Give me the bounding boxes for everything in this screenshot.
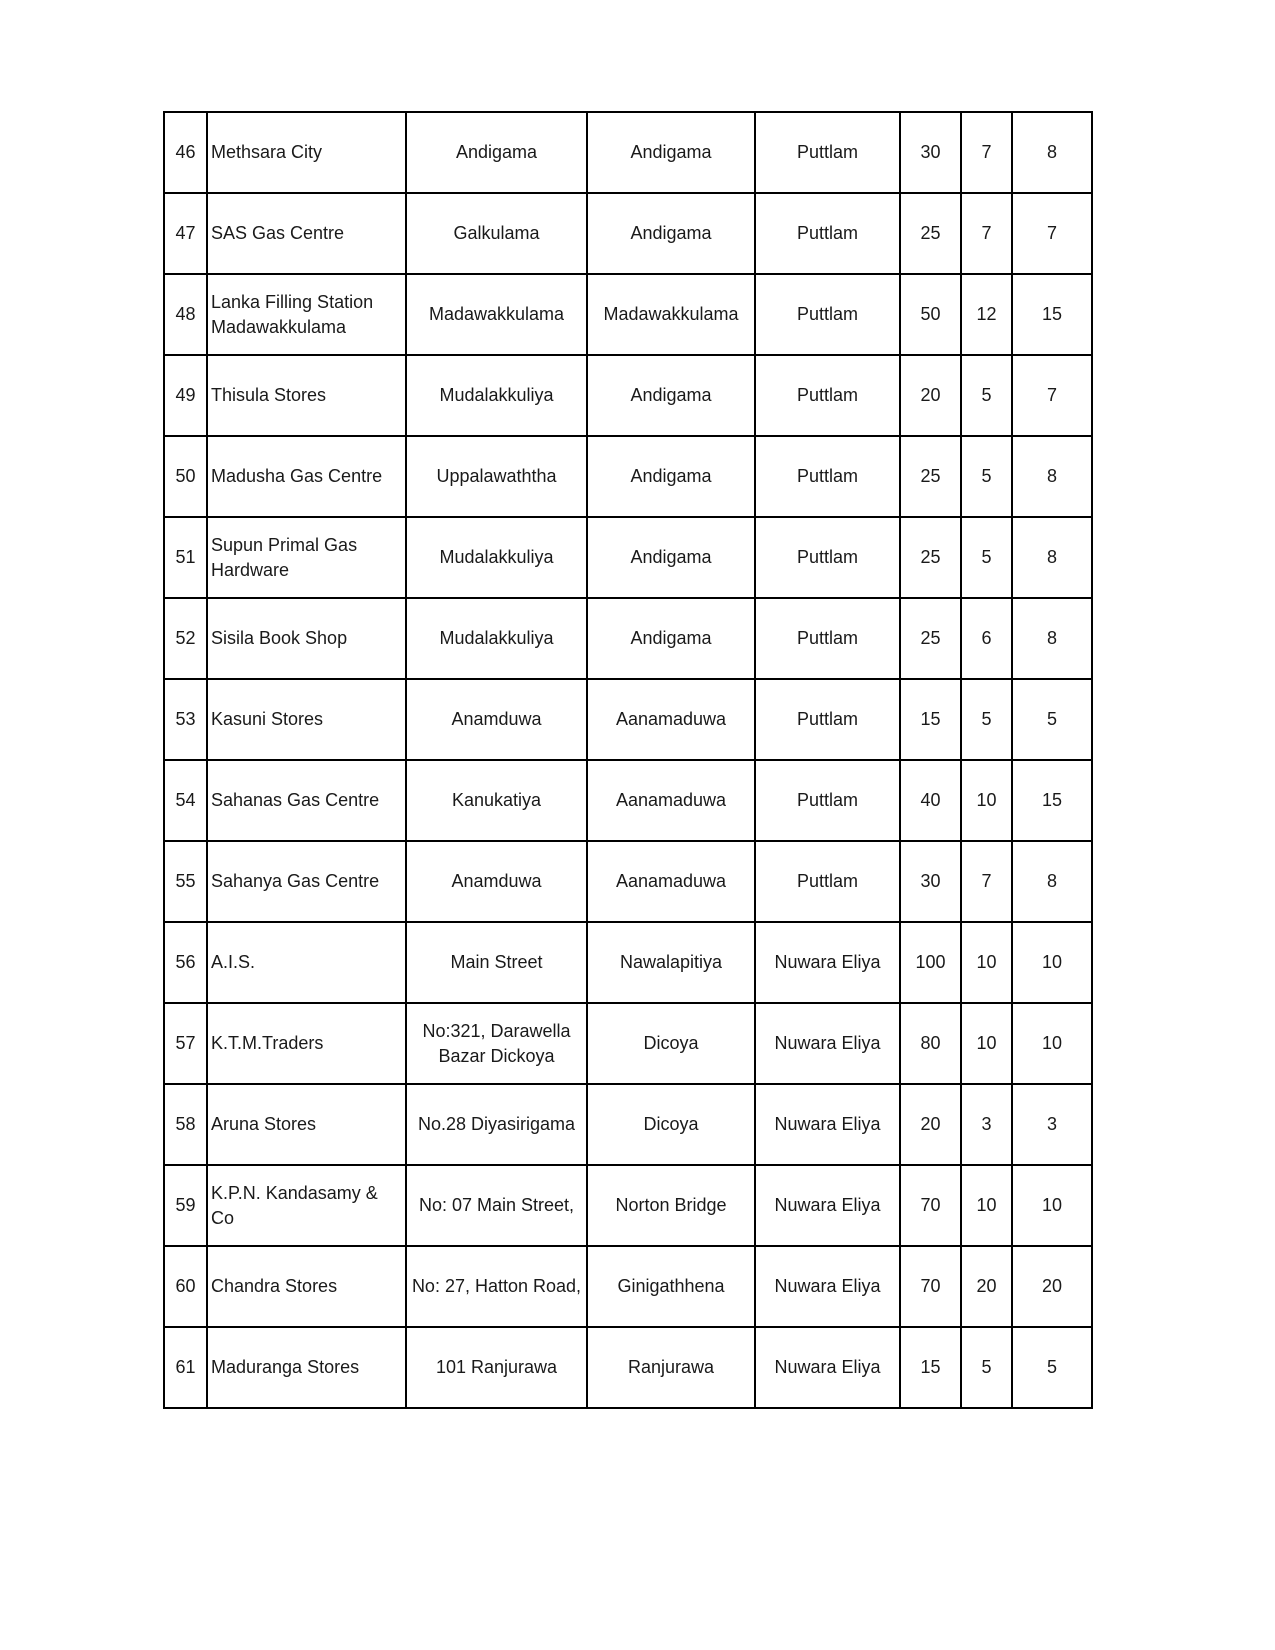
dealer-address: Mudalakkuliya — [406, 598, 587, 679]
value-col-2: 3 — [961, 1084, 1012, 1165]
table-body — [164, 112, 1092, 1408]
row-number: 52 — [164, 598, 207, 679]
row-number: 59 — [164, 1165, 207, 1246]
value-col-3: 3 — [1012, 1084, 1092, 1165]
row-number: 53 — [164, 679, 207, 760]
dealer-district: Nuwara Eliya — [755, 922, 900, 1003]
row-number: 51 — [164, 517, 207, 598]
value-col-1: 50 — [900, 274, 961, 355]
table-row — [164, 1327, 1092, 1408]
dealer-district: Nuwara Eliya — [755, 1084, 900, 1165]
dealer-name: K.T.M.Traders — [207, 1003, 406, 1084]
table-row — [164, 1246, 1092, 1327]
value-col-2: 12 — [961, 274, 1012, 355]
value-col-2: 10 — [961, 922, 1012, 1003]
dealer-area: Andigama — [587, 598, 755, 679]
table-row — [164, 760, 1092, 841]
value-col-1: 25 — [900, 436, 961, 517]
value-col-2: 5 — [961, 679, 1012, 760]
dealer-address: Main Street — [406, 922, 587, 1003]
value-col-2: 5 — [961, 517, 1012, 598]
dealer-district: Puttlam — [755, 436, 900, 517]
dealer-district: Puttlam — [755, 274, 900, 355]
row-number: 57 — [164, 1003, 207, 1084]
dealer-district: Puttlam — [755, 679, 900, 760]
row-number: 47 — [164, 193, 207, 274]
value-col-2: 7 — [961, 193, 1012, 274]
dealer-district: Nuwara Eliya — [755, 1003, 900, 1084]
dealer-address: No: 07 Main Street, — [406, 1165, 587, 1246]
value-col-1: 15 — [900, 679, 961, 760]
row-number: 56 — [164, 922, 207, 1003]
row-number: 61 — [164, 1327, 207, 1408]
value-col-3: 15 — [1012, 274, 1092, 355]
dealer-name: Sahanas Gas Centre — [207, 760, 406, 841]
value-col-2: 6 — [961, 598, 1012, 679]
dealer-name: Methsara City — [207, 112, 406, 193]
table-row — [164, 274, 1092, 355]
row-number: 48 — [164, 274, 207, 355]
dealer-name: Chandra Stores — [207, 1246, 406, 1327]
value-col-3: 15 — [1012, 760, 1092, 841]
dealer-area: Andigama — [587, 436, 755, 517]
value-col-2: 10 — [961, 760, 1012, 841]
row-number: 55 — [164, 841, 207, 922]
dealer-name: SAS Gas Centre — [207, 193, 406, 274]
value-col-3: 8 — [1012, 841, 1092, 922]
dealer-name: Madusha Gas Centre — [207, 436, 406, 517]
dealer-district: Puttlam — [755, 355, 900, 436]
dealer-address: Galkulama — [406, 193, 587, 274]
table-row — [164, 598, 1092, 679]
dealer-address: Anamduwa — [406, 679, 587, 760]
value-col-3: 5 — [1012, 1327, 1092, 1408]
dealer-area: Madawakkulama — [587, 274, 755, 355]
value-col-2: 5 — [961, 1327, 1012, 1408]
dealer-district: Puttlam — [755, 112, 900, 193]
value-col-1: 30 — [900, 841, 961, 922]
table-row — [164, 1003, 1092, 1084]
table-row — [164, 1165, 1092, 1246]
dealer-area: Andigama — [587, 112, 755, 193]
dealer-name: Lanka Filling Station Madawakkulama — [207, 274, 406, 355]
value-col-3: 7 — [1012, 355, 1092, 436]
dealer-address: Madawakkulama — [406, 274, 587, 355]
dealer-district: Nuwara Eliya — [755, 1165, 900, 1246]
dealer-address: No:321, Darawella Bazar Dickoya — [406, 1003, 587, 1084]
value-col-3: 8 — [1012, 517, 1092, 598]
table-row — [164, 112, 1092, 193]
table-row — [164, 679, 1092, 760]
dealer-address: Uppalawaththa — [406, 436, 587, 517]
value-col-1: 40 — [900, 760, 961, 841]
row-number: 60 — [164, 1246, 207, 1327]
dealer-address: No: 27, Hatton Road, — [406, 1246, 587, 1327]
dealer-address: No.28 Diyasirigama — [406, 1084, 587, 1165]
dealer-address: Kanukatiya — [406, 760, 587, 841]
dealer-area: Dicoya — [587, 1003, 755, 1084]
dealer-name: Thisula Stores — [207, 355, 406, 436]
value-col-1: 70 — [900, 1165, 961, 1246]
row-number: 54 — [164, 760, 207, 841]
row-number: 49 — [164, 355, 207, 436]
value-col-1: 15 — [900, 1327, 961, 1408]
value-col-2: 5 — [961, 436, 1012, 517]
dealer-area: Dicoya — [587, 1084, 755, 1165]
value-col-1: 30 — [900, 112, 961, 193]
value-col-3: 5 — [1012, 679, 1092, 760]
value-col-2: 10 — [961, 1003, 1012, 1084]
value-col-3: 8 — [1012, 112, 1092, 193]
dealer-district: Puttlam — [755, 760, 900, 841]
dealer-name: A.I.S. — [207, 922, 406, 1003]
dealer-district: Nuwara Eliya — [755, 1327, 900, 1408]
dealer-area: Ginigathhena — [587, 1246, 755, 1327]
table-row — [164, 922, 1092, 1003]
value-col-2: 10 — [961, 1165, 1012, 1246]
value-col-3: 8 — [1012, 598, 1092, 679]
dealer-district: Nuwara Eliya — [755, 1246, 900, 1327]
dealer-area: Andigama — [587, 517, 755, 598]
value-col-3: 8 — [1012, 436, 1092, 517]
dealer-area: Aanamaduwa — [587, 679, 755, 760]
value-col-2: 5 — [961, 355, 1012, 436]
value-col-1: 25 — [900, 193, 961, 274]
value-col-1: 80 — [900, 1003, 961, 1084]
dealer-area: Aanamaduwa — [587, 841, 755, 922]
value-col-3: 10 — [1012, 1003, 1092, 1084]
table-row — [164, 1084, 1092, 1165]
value-col-3: 10 — [1012, 922, 1092, 1003]
dealer-address: Anamduwa — [406, 841, 587, 922]
table-row — [164, 436, 1092, 517]
value-col-1: 70 — [900, 1246, 961, 1327]
dealer-table — [163, 111, 1093, 1409]
table-row — [164, 355, 1092, 436]
dealer-area: Andigama — [587, 355, 755, 436]
dealer-address: 101 Ranjurawa — [406, 1327, 587, 1408]
dealer-area: Ranjurawa — [587, 1327, 755, 1408]
dealer-name: Kasuni Stores — [207, 679, 406, 760]
dealer-name: K.P.N. Kandasamy & Co — [207, 1165, 406, 1246]
dealer-name: Maduranga Stores — [207, 1327, 406, 1408]
dealer-area: Andigama — [587, 193, 755, 274]
dealer-name: Sahanya Gas Centre — [207, 841, 406, 922]
value-col-3: 20 — [1012, 1246, 1092, 1327]
value-col-1: 25 — [900, 598, 961, 679]
dealer-district: Puttlam — [755, 517, 900, 598]
value-col-1: 25 — [900, 517, 961, 598]
dealer-district: Puttlam — [755, 193, 900, 274]
dealer-district: Puttlam — [755, 841, 900, 922]
dealer-area: Aanamaduwa — [587, 760, 755, 841]
dealer-name: Aruna Stores — [207, 1084, 406, 1165]
table-row — [164, 193, 1092, 274]
value-col-3: 7 — [1012, 193, 1092, 274]
value-col-1: 20 — [900, 355, 961, 436]
dealer-address: Mudalakkuliya — [406, 517, 587, 598]
row-number: 58 — [164, 1084, 207, 1165]
dealer-district: Puttlam — [755, 598, 900, 679]
value-col-3: 10 — [1012, 1165, 1092, 1246]
value-col-1: 100 — [900, 922, 961, 1003]
dealer-name: Sisila Book Shop — [207, 598, 406, 679]
row-number: 50 — [164, 436, 207, 517]
value-col-2: 7 — [961, 112, 1012, 193]
dealer-name: Supun Primal Gas Hardware — [207, 517, 406, 598]
value-col-2: 7 — [961, 841, 1012, 922]
value-col-1: 20 — [900, 1084, 961, 1165]
dealer-area: Nawalapitiya — [587, 922, 755, 1003]
dealer-address: Andigama — [406, 112, 587, 193]
table-row — [164, 517, 1092, 598]
table-row — [164, 841, 1092, 922]
dealer-address: Mudalakkuliya — [406, 355, 587, 436]
value-col-2: 20 — [961, 1246, 1012, 1327]
row-number: 46 — [164, 112, 207, 193]
dealer-area: Norton Bridge — [587, 1165, 755, 1246]
